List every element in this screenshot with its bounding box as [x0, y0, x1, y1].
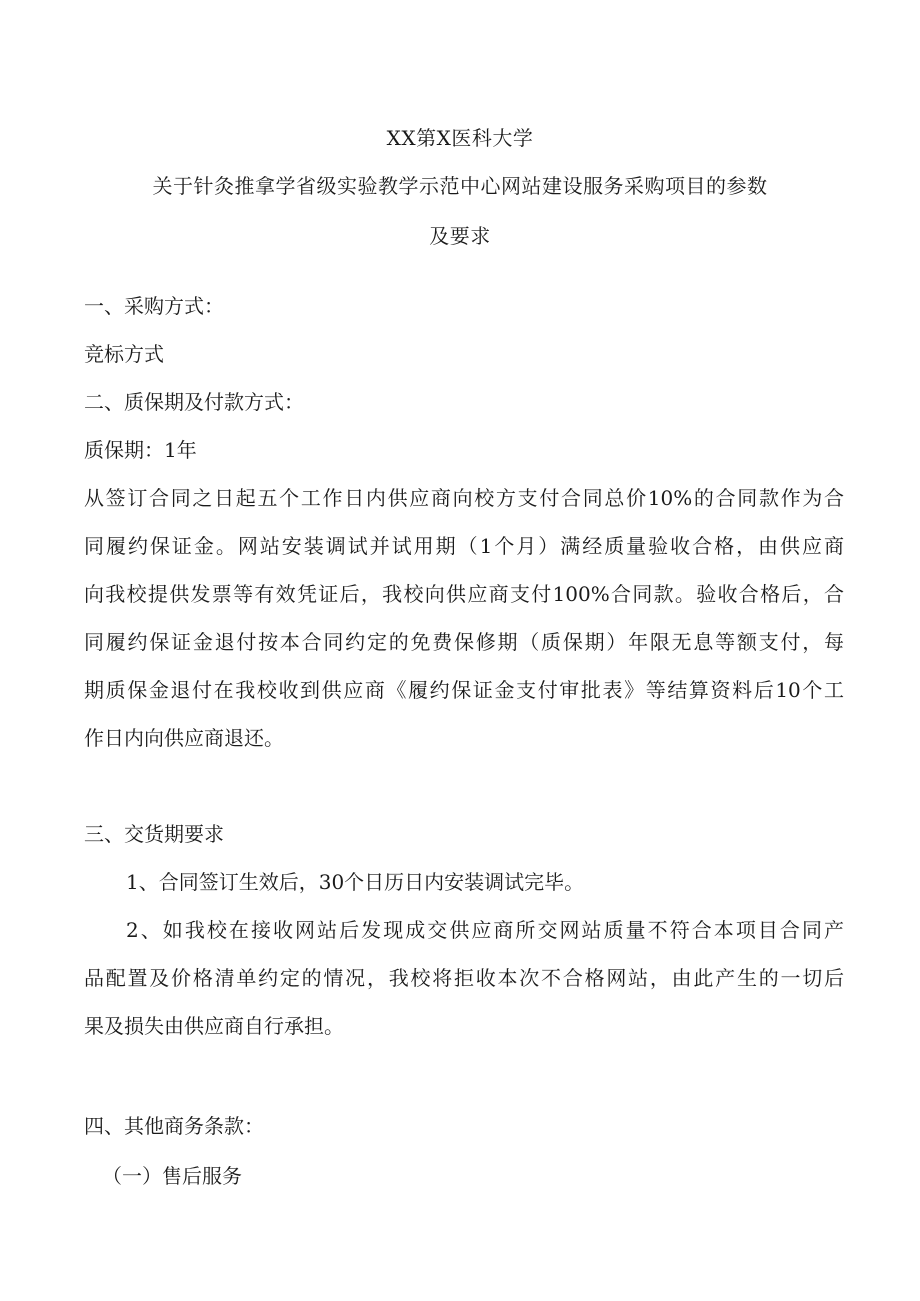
payment-line-2: 同履约保证金。网站安装调试并试用期（1个月）满经质量验收合格，由供应商: [84, 534, 844, 558]
payment-line-4: 同履约保证金退付按本合同约定的免费保修期（质保期）年限无息等额支付，每: [84, 630, 844, 654]
section1-content: 竞标方式: [84, 342, 164, 366]
delivery-item-2-line-3: 果及损失由供应商自行承担。: [84, 1014, 344, 1038]
university-name: XX第X医科大学: [386, 126, 534, 150]
payment-line-1: 从签订合同之日起五个工作日内供应商向校方支付合同总价10%的合同款作为合: [84, 486, 844, 510]
after-sales-service-heading: （一）售后服务: [102, 1164, 242, 1188]
delivery-item-2-line-2: 品配置及价格清单约定的情况，我校将拒收本次不合格网站，由此产生的一切后: [84, 966, 844, 990]
section1-heading: 一、采购方式：: [84, 294, 224, 318]
warranty-period: 质保期：1年: [84, 438, 197, 462]
payment-line-3: 向我校提供发票等有效凭证后，我校向供应商支付100%合同款。验收合格后，合: [84, 582, 844, 606]
payment-line-6: 作日内向供应商退还。: [84, 726, 284, 750]
payment-line-5: 期质保金退付在我校收到供应商《履约保证金支付审批表》等结算资料后10个工: [84, 678, 844, 702]
section2-heading: 二、质保期及付款方式：: [84, 390, 304, 414]
delivery-item-1: 1、合同签订生效后，30个日历日内安装调试完毕。: [126, 870, 585, 894]
section3-heading: 三、交货期要求: [84, 822, 224, 846]
title-line-2: 及要求: [429, 224, 491, 248]
delivery-item-2-line-1: 2、如我校在接收网站后发现成交供应商所交网站质量不符合本项目合同产: [126, 918, 844, 942]
title-line-1: 关于针灸推拿学省级实验教学示范中心网站建设服务采购项目的参数: [152, 174, 768, 198]
section4-heading: 四、其他商务条款：: [84, 1114, 264, 1138]
